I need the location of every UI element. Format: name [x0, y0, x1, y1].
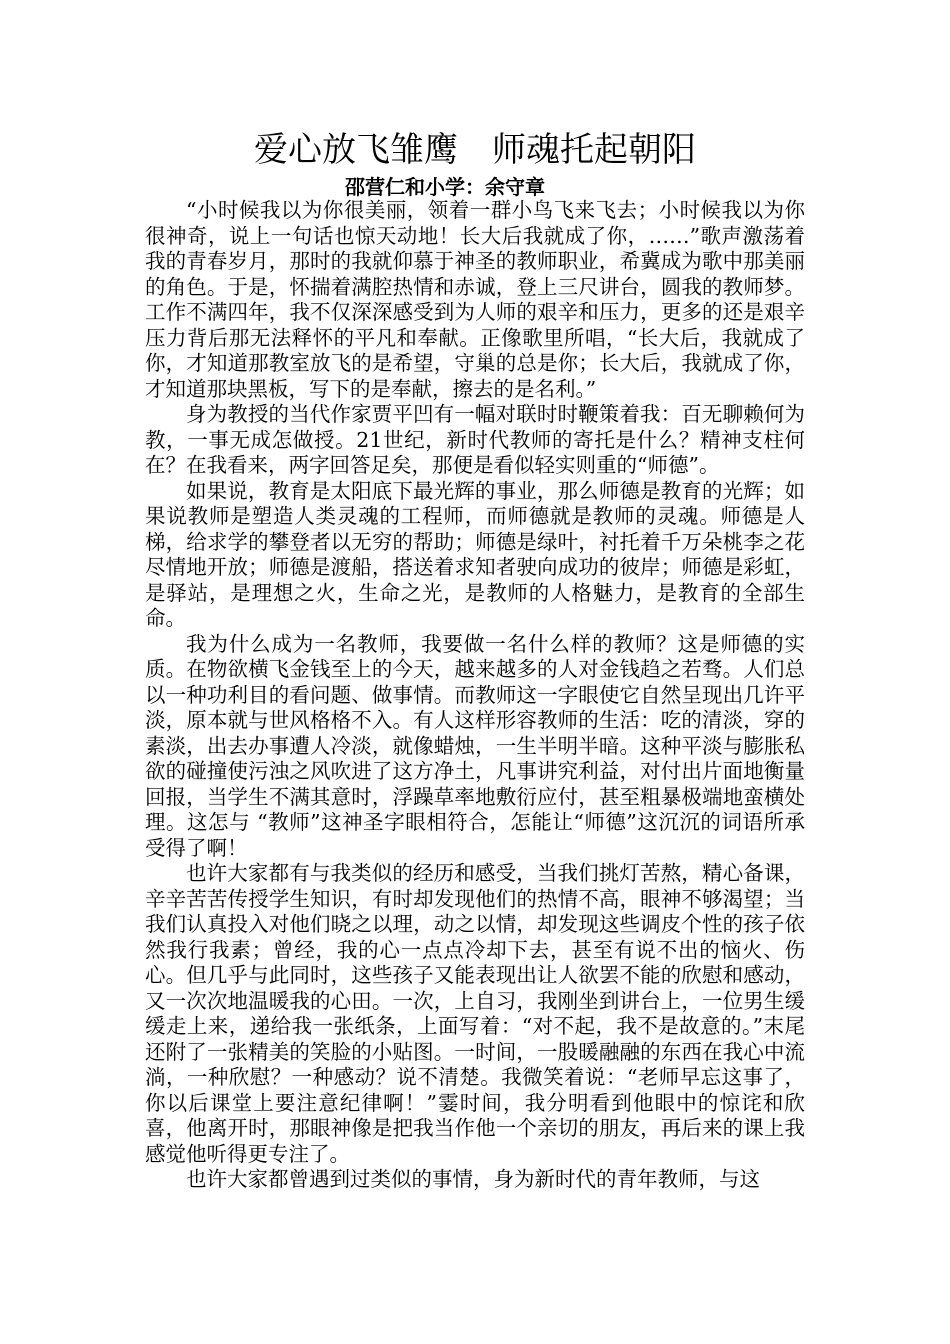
- paragraph: 也许大家都曾遇到过类似的事情，身为新时代的青年教师，与这: [186, 1167, 760, 1191]
- paragraph: “小时候我以为你很美丽，领着一群小鸟飞来飞去；小时候我以为你很神奇，说上一句话也惊天动地！长大后我就成了你，……”歌声激荡着我的青春岁月，那时的我就仰慕于神圣的教师职业，希冀成为歌中那美丽的角色。于是，怀揣着满腔热情和赤诚，登上三尺讲台，圆我的教师梦。工作不满四年，我不仅深深感受到为人师的艰辛和压力，更多的还是艰辛压力背后那无法释怀的平凡和奉献。正像歌里所唱，“长大后，我就成了你，才知道那教室放飞的是希望，守巢的总是你；长大后，我就成了你，才知道那块黑板，写下的是奉献，擦去的是名利。”: [145, 198, 805, 401]
- paragraph: 我为什么成为一名教师，我要做一名什么样的教师？这是师德的实质。在物欲横飞金钱至上的今天，越来越多的人对金钱趋之若骛。人们总以一种功利目的看问题、做事情。而教师这一字眼使它自然呈现出几许平淡，原本就与世风格格不入。有人这样形容教师的生活：吃的清淡，穿的素淡，出去办事遭人冷淡，就像蜡烛，一生半明半暗。这种平淡与膨胀私欲的碰撞使污浊之风吹进了这方净土，凡事讲究利益，对付出片面地衡量回报，当学生不满其意时，浮躁草率地敷衍应付，甚至粗暴极端地蛮横处理。这怎与 “教师”这神圣字眼相符合，怎能让“师德”这沉沉的词语所承受得了啊！: [145, 631, 805, 860]
- paragraph: 如果说，教育是太阳底下最光辉的事业，那么师德是教育的光辉；如果说教师是塑造人类灵魂的工程师，而师德就是教师的灵魂。师德是人梯，给求学的攀登者以无穷的帮助；师德是绿叶，衬托着千万朵桃李之花尽情地开放；师德是渡船，搭送着求知者驶向成功的彼岸；师德是彩虹，是驿站，是理想之火，生命之光，是教师的人格魅力，是教育的全部生命。: [145, 478, 805, 630]
- document-title: 爱心放飞雏鹰 师魂托起朝阳: [254, 130, 696, 170]
- paragraph: 也许大家都有与我类似的经历和感受，当我们挑灯苦熬，精心备课，辛辛苦苦传授学生知识，有时却发现他们的热情不高，眼神不够渴望；当我们认真投入对他们晓之以理，动之以情，却发现这些调皮个性的孩子依然我行我素；曾经，我的心一点点冷却下去，甚至有说不出的恼火、伤心。但几乎与此同时，这些孩子又能表现出让人欲罢不能的欣慰和感动，又一次次地温暖我的心田。一次，上自习，我刚坐到讲台上，一位男生缓缓走上来，递给我一张纸条，上面写着：“对不起，我不是故意的。”末尾还附了一张精美的笑脸的小贴图。一时间，一股暖融融的东西在我心中流淌，一种欣慰？一种感动？说不清楚。我微笑着说：“老师早忘这事了，你以后课堂上要注意纪律啊！”霎时间，我分明看到他眼中的惊诧和欣喜，他离开时，那眼神像是把我当作他一个亲切的朋友，再后来的课上我感觉他听得更专注了。: [145, 861, 805, 1166]
- document-body: [145, 198, 805, 1193]
- document-author: 邵营仁和小学：余守章: [345, 175, 545, 199]
- paragraph: 身为教授的当代作家贾平凹有一幅对联时时鞭策着我：百无聊赖何为教，一事无成怎做授。21世纪，新时代教师的寄托是什么？精神支柱何在？在我看来，两字回答足矣，那便是看似轻实则重的“师德”。: [145, 402, 805, 477]
